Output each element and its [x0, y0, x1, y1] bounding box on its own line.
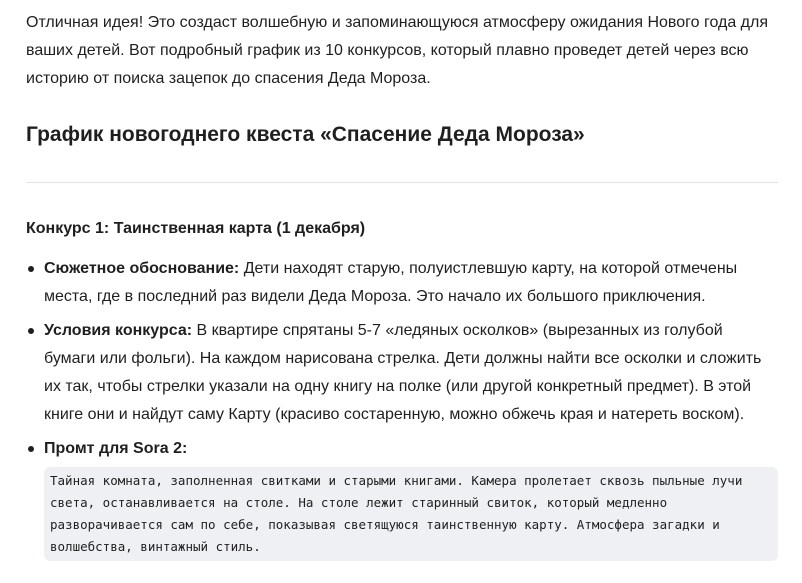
contest-heading: Конкурс 1: Таинственная карта (1 декабря) — [26, 220, 366, 237]
list-item-story — [26, 255, 778, 311]
item-label: Сюжетное обоснование: — [44, 260, 240, 277]
quest-title: График новогоднего квеста «Спасение Деда Мороза» — [26, 123, 585, 146]
intro-paragraph: Отличная идея! Это создаст волшебную и запоминающуюся атмосферу ожидания Нового года для ваших детей. Вот подробный график из 10 конкурсов, который плавно проведет детей через всю историю от поиска зацепок до спасения Деда Мороза. — [26, 14, 769, 87]
prompt-code-block[interactable]: Тайная комната, заполненная свитками и старыми книгами. Камера пролетает сквозь пыльные лучи света, останавливается на столе. На столе лежит старинный свиток, который медленно разворачивается сам по себе, показывая светящуюся таинственную карту. Атмосфера загадки и волшебства, винтажный стиль. — [44, 467, 778, 561]
list-item-conditions — [26, 317, 778, 429]
list-item-prompt — [26, 435, 778, 561]
item-text: Дети находят старую, полуистлевшую карту, на которой отмечены места, где в последний раз видели Деда Мороза. Это начало их большого приключения. — [44, 260, 738, 305]
contest-details-list — [26, 255, 778, 561]
item-text: В квартире спрятаны 5-7 «ледяных осколков» (вырезанных из голубой бумаги или фольги). На каждом нарисована стрелка. Дети должны найти все осколки и сложить их так, чтобы стрелки указали на одну книгу на полке (или другой конкретный предмет). В этой книге они и найдут саму Карту (красиво состаренную, можно обжечь края и натереть воском). — [44, 322, 762, 423]
section-divider — [26, 182, 778, 183]
bullet-icon — [28, 328, 34, 334]
bullet-icon — [28, 266, 34, 272]
message-content — [26, 0, 778, 567]
item-label: Условия конкурса: — [44, 322, 193, 339]
bullet-icon — [28, 446, 34, 452]
item-label: Промт для Sora 2: — [44, 440, 188, 457]
